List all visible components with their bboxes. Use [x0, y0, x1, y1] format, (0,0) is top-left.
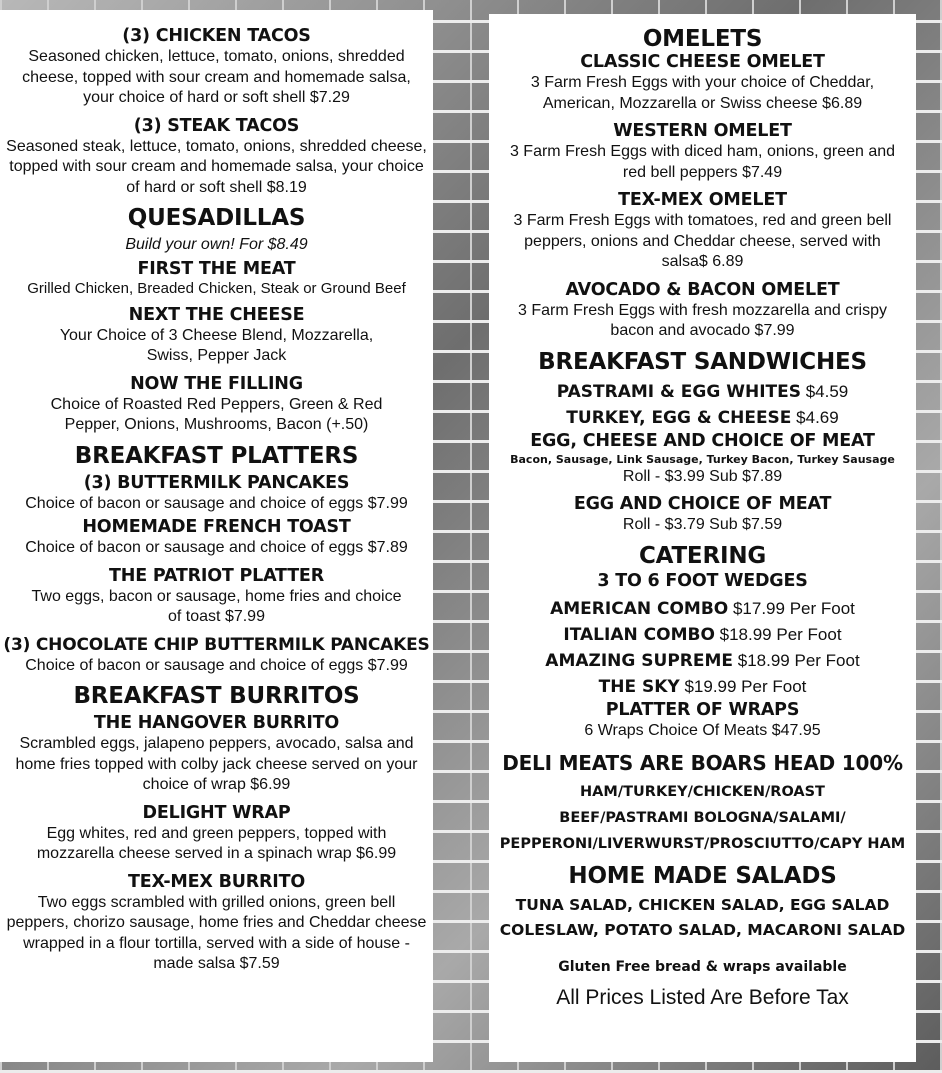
- turkey-egg-cheese-row: [489, 405, 916, 431]
- omelet-item-title: AVOCADO & BACON OMELET: [565, 279, 840, 300]
- burrito-item-desc: Two eggs scrambled with grilled onions, green bell peppers, chorizo sausage, home fries and Cheddar cheese wrapped in a flour tortilla, served with a side of house - made salsa $7.59: [6, 893, 427, 972]
- omelet-item-desc: 3 Farm Fresh Eggs with fresh mozzarella and crispy bacon and avocado $7.99: [517, 301, 887, 339]
- omelet-item-desc: 3 Farm Fresh Eggs with your choice of Cheddar, American, Mozzarella or Swiss cheese $6.89: [530, 74, 875, 112]
- burrito-item-title: DELIGHT WRAP: [142, 802, 291, 823]
- catering-item: [489, 648, 916, 674]
- egg-meat-prices: Roll - $3.79 Sub $7.59: [622, 516, 783, 533]
- salads-line: TUNA SALAD, CHICKEN SALAD, EGG SALAD: [515, 896, 890, 914]
- quesadillas-cheese-desc: Your Choice of 3 Cheese Blend, Mozzarella, Swiss, Pepper Jack: [59, 326, 374, 364]
- omelet-item-title: TEX-MEX OMELET: [618, 190, 787, 210]
- sandwich-price: $4.69: [796, 407, 839, 427]
- egg-meat-title: EGG AND CHOICE OF MEAT: [573, 494, 832, 514]
- burrito-item-desc: Scrambled eggs, jalapeno peppers, avocado, salsa and home fries topped with colby jack cheese served on your choice of wrap $6.99: [15, 735, 418, 793]
- quesadillas-meat-title: FIRST THE MEAT: [137, 258, 296, 279]
- meat-choices: Bacon, Sausage, Link Sausage, Turkey Bacon, Turkey Sausage: [510, 452, 895, 466]
- quesadillas-filling-desc: Choice of Roasted Red Peppers, Green & Red Pepper, Onions, Mushrooms, Bacon (+.50): [50, 395, 383, 433]
- catering-item-price: $17.99 Per Foot: [732, 598, 855, 618]
- breakfast-sandwiches-heading: BREAKFAST SANDWICHES: [538, 348, 867, 375]
- breakfast-platters-heading: BREAKFAST PLATTERS: [74, 442, 359, 469]
- steak-tacos-title: (3) STEAK TACOS: [133, 115, 300, 136]
- platter-item-title: THE PATRIOT PLATTER: [109, 565, 324, 586]
- catering-heading: CATERING: [638, 542, 767, 569]
- egg-cheese-meat-title: EGG, CHEESE AND CHOICE OF MEAT: [530, 430, 875, 451]
- sandwich-price: $4.59: [805, 381, 849, 401]
- tax-note: All Prices Listed Are Before Tax: [556, 986, 849, 1009]
- salads-line: COLESLAW, POTATO SALAD, MACARONI SALAD: [499, 921, 906, 939]
- catering-item: [489, 622, 916, 648]
- left-menu-panel: [0, 10, 433, 1062]
- right-menu-panel: [489, 14, 916, 1062]
- quesadillas-meat-desc: Grilled Chicken, Breaded Chicken, Steak or Ground Beef: [27, 279, 406, 297]
- quesadillas-filling-title: NOW THE FILLING: [130, 373, 303, 394]
- sandwich-name: TURKEY, EGG & CHEESE: [566, 407, 792, 428]
- deli-meats-heading: DELI MEATS ARE BOARS HEAD 100%: [502, 751, 903, 775]
- sandwich-name: PASTRAMI & EGG WHITES: [556, 381, 801, 402]
- platter-item-desc: Two eggs, bacon or sausage, home fries and choice of toast $7.99: [31, 587, 402, 625]
- egg-cheese-meat-prices: Roll - $3.99 Sub $7.89: [622, 467, 783, 485]
- omelets-heading: OMELETS: [642, 26, 763, 52]
- catering-subtitle: 3 TO 6 FOOT WEDGES: [597, 570, 808, 591]
- quesadillas-intro: Build your own! For $8.49: [125, 236, 308, 253]
- catering-item-price: $18.99 Per Foot: [737, 650, 860, 670]
- platter-item-title: (3) CHOCOLATE CHIP BUTTERMILK PANCAKES: [3, 634, 430, 655]
- platter-of-wraps-title: PLATTER OF WRAPS: [605, 699, 800, 720]
- catering-item-price: $19.99 Per Foot: [684, 676, 807, 696]
- catering-item-name: THE SKY: [598, 676, 680, 697]
- catering-item: [489, 596, 916, 622]
- chicken-tacos-desc: Seasoned chicken, lettuce, tomato, onions, shredded cheese, topped with sour cream and homemade salsa, your choice of hard or soft shell $7.29: [22, 48, 411, 106]
- catering-item-price: $18.99 Per Foot: [719, 624, 842, 644]
- omelet-item-title: CLASSIC CHEESE OMELET: [580, 52, 825, 72]
- burrito-item-title: THE HANGOVER BURRITO: [93, 713, 340, 733]
- platter-item-desc: Choice of bacon or sausage and choice of eggs $7.99: [25, 494, 408, 512]
- omelet-item-title: WESTERN OMELET: [613, 121, 792, 141]
- gluten-free-note: Gluten Free bread & wraps available: [558, 959, 847, 975]
- quesadillas-cheese-title: NEXT THE CHEESE: [128, 304, 305, 325]
- pastrami-egg-whites-row: [489, 379, 916, 405]
- deli-meats-line: BEEF/PASTRAMI BOLOGNA/SALAMI/: [559, 810, 846, 826]
- catering-item-name: ITALIAN COMBO: [563, 624, 715, 645]
- quesadillas-heading: QUESADILLAS: [127, 205, 306, 231]
- catering-item-name: AMERICAN COMBO: [550, 598, 729, 619]
- steak-tacos-desc: Seasoned steak, lettuce, tomato, onions, shredded cheese, topped with sour cream and homemade salsa, your choice of hard or soft shell $8.19: [6, 137, 427, 196]
- platter-item-desc: Choice of bacon or sausage and choice of eggs $7.89: [25, 539, 408, 556]
- breakfast-burritos-heading: BREAKFAST BURRITOS: [73, 683, 360, 709]
- catering-item: [489, 674, 916, 700]
- deli-meats-line: HAM/TURKEY/CHICKEN/ROAST: [580, 784, 825, 800]
- burrito-item-desc: Egg whites, red and green peppers, topped with mozzarella cheese served in a spinach wrap $6.99: [36, 824, 397, 862]
- omelet-item-desc: 3 Farm Fresh Eggs with diced ham, onions, green and red bell peppers $7.49: [509, 143, 896, 181]
- catering-item-name: AMAZING SUPREME: [545, 650, 734, 671]
- deli-meats-line: PEPPERONI/LIVERWURST/PROSCIUTTO/CAPY HAM: [499, 836, 906, 852]
- platter-item-desc: Choice of bacon or sausage and choice of eggs $7.99: [25, 656, 408, 674]
- burrito-item-title: TEX-MEX BURRITO: [128, 871, 305, 892]
- chicken-tacos-title: (3) CHICKEN TACOS: [122, 26, 311, 46]
- home-made-salads-heading: HOME MADE SALADS: [568, 863, 837, 889]
- platter-of-wraps-desc: 6 Wraps Choice Of Meats $47.95: [584, 721, 821, 739]
- platter-item-title: (3) BUTTERMILK PANCAKES: [83, 472, 350, 493]
- platter-item-title: HOMEMADE FRENCH TOAST: [82, 517, 351, 537]
- omelet-item-desc: 3 Farm Fresh Eggs with tomatoes, red and green bell peppers, onions and Cheddar cheese, served with salsa$ 6.89: [513, 212, 892, 270]
